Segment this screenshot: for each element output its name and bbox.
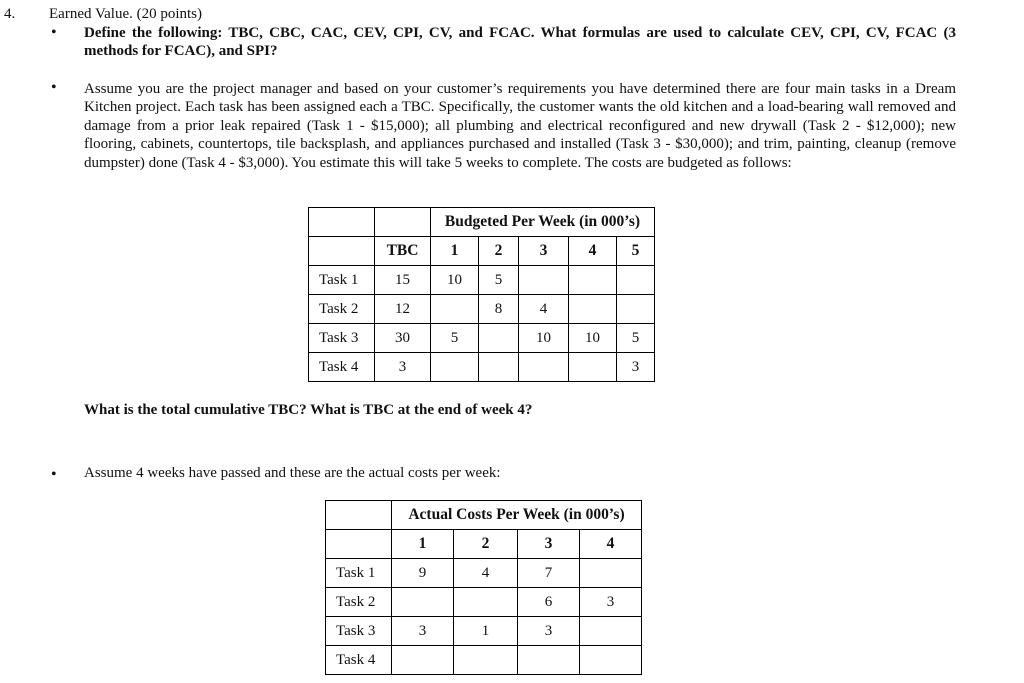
- value-cell: [479, 324, 519, 353]
- value-cell: [580, 617, 642, 646]
- actual-costs-intro: Assume 4 weeks have passed and these are the actual costs per week:: [84, 465, 501, 481]
- table-corner-cell: [309, 208, 375, 237]
- value-cell: 10: [431, 266, 479, 295]
- value-cell: 9: [392, 559, 454, 588]
- tbc-question: What is the total cumulative TBC? What is TBC at the end of week 4?: [84, 402, 533, 418]
- value-cell: [617, 295, 655, 324]
- week-header: 1: [392, 530, 454, 559]
- tbc-cell: 30: [375, 324, 431, 353]
- week-header: 4: [580, 530, 642, 559]
- scenario-paragraph: Assume you are the project manager and based on your customer’s requirements you have determined there are four main tasks in a Dream Kitchen project. Each task has been assigned each a TBC. Specifically, the customer wants the old kitchen and a load-bearing wall removed and damage from a prior leak repaired (Task 1 - $15,000); all plumbing and electrical reconfigured and new drywall (Task 2 - $12,000); new flooring, cabinets, countertops, tile backsplash, and appliances purchased and installed (Task 3 - $30,000); and trim, painting, cleanup (remove dumpster) done (Task 4 - $3,000). You estimate this will take 5 weeks to complete. The costs are budgeted as follows:: [84, 81, 956, 171]
- value-cell: 10: [519, 324, 569, 353]
- value-cell: [431, 353, 479, 382]
- week-header: 1: [431, 237, 479, 266]
- budget-table: [308, 207, 655, 382]
- task-label: Task 2: [326, 588, 392, 617]
- value-cell: 6: [518, 588, 580, 617]
- value-cell: 3: [518, 617, 580, 646]
- actual-table-title: Actual Costs Per Week (in 000’s): [392, 501, 642, 530]
- value-cell: [518, 646, 580, 675]
- definitions-prompt: Define the following: TBC, CBC, CAC, CEV, CPI, CV, and FCAC. What formulas are used to calculate CEV, CPI, CV, FCAC (3 methods for FCAC), and SPI?: [84, 25, 956, 60]
- value-cell: 4: [454, 559, 518, 588]
- tbc-cell: 12: [375, 295, 431, 324]
- task-label: Task 3: [326, 617, 392, 646]
- value-cell: [479, 353, 519, 382]
- table-row: [309, 266, 655, 295]
- table-corner-cell: [309, 237, 375, 266]
- table-row: [309, 353, 655, 382]
- table-row: [309, 324, 655, 353]
- table-row: [309, 295, 655, 324]
- value-cell: 7: [518, 559, 580, 588]
- task-label: Task 4: [326, 646, 392, 675]
- week-header: 2: [479, 237, 519, 266]
- value-cell: [617, 266, 655, 295]
- value-cell: [392, 588, 454, 617]
- bullet-icon: •: [51, 79, 57, 96]
- value-cell: 8: [479, 295, 519, 324]
- value-cell: [580, 559, 642, 588]
- value-cell: [519, 266, 569, 295]
- value-cell: 10: [569, 324, 617, 353]
- budget-table-title: Budgeted Per Week (in 000’s): [431, 208, 655, 237]
- question-title: Earned Value. (20 points): [49, 6, 203, 22]
- table-row: [326, 559, 642, 588]
- week-header: 4: [569, 237, 617, 266]
- task-label: Task 1: [309, 266, 375, 295]
- week-header: 3: [519, 237, 569, 266]
- table-row: [326, 617, 642, 646]
- question-number: 4.: [4, 6, 16, 22]
- value-cell: [431, 295, 479, 324]
- table-corner-cell: [375, 208, 431, 237]
- task-label: Task 1: [326, 559, 392, 588]
- value-cell: [454, 646, 518, 675]
- task-label: Task 4: [309, 353, 375, 382]
- value-cell: [454, 588, 518, 617]
- value-cell: 5: [479, 266, 519, 295]
- value-cell: [569, 295, 617, 324]
- actual-costs-table: [325, 500, 642, 675]
- value-cell: 4: [519, 295, 569, 324]
- bullet-icon: •: [51, 466, 57, 483]
- task-label: Task 3: [309, 324, 375, 353]
- value-cell: [519, 353, 569, 382]
- tbc-cell: 15: [375, 266, 431, 295]
- table-corner-cell: [326, 530, 392, 559]
- tbc-cell: 3: [375, 353, 431, 382]
- value-cell: 5: [431, 324, 479, 353]
- value-cell: [569, 266, 617, 295]
- value-cell: 3: [617, 353, 655, 382]
- task-label: Task 2: [309, 295, 375, 324]
- value-cell: 1: [454, 617, 518, 646]
- tbc-header: TBC: [375, 237, 431, 266]
- table-row: [326, 646, 642, 675]
- value-cell: [569, 353, 617, 382]
- table-corner-cell: [326, 501, 392, 530]
- table-row: [326, 588, 642, 617]
- value-cell: 3: [580, 588, 642, 617]
- value-cell: [580, 646, 642, 675]
- value-cell: 3: [392, 617, 454, 646]
- bullet-icon: •: [51, 24, 57, 41]
- week-header: 5: [617, 237, 655, 266]
- week-header: 2: [454, 530, 518, 559]
- value-cell: [392, 646, 454, 675]
- week-header: 3: [518, 530, 580, 559]
- value-cell: 5: [617, 324, 655, 353]
